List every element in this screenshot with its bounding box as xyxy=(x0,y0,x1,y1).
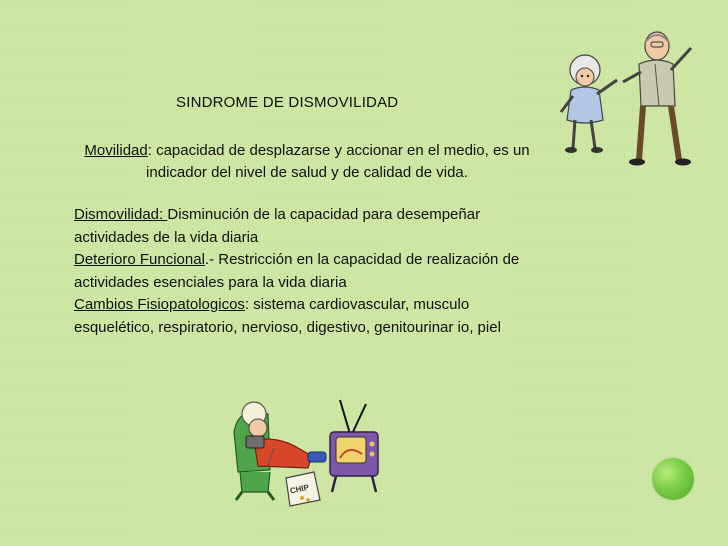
definition-text: : sistema cardiovascular, musculo esquelético, respiratorio, nervioso, digestivo, genitourinar io, piel xyxy=(74,296,501,336)
television xyxy=(330,400,378,492)
elderly-man-figure xyxy=(623,32,691,166)
intro-text: : capacidad de desplazarse y accionar en el medio, es un indicador del nivel de salud y de calidad de vida. xyxy=(146,142,530,181)
definition-cambios-fisiopatologicos xyxy=(74,294,546,339)
term-deterioro-funcional: Deterioro Funcional xyxy=(74,251,205,268)
slide-title: SINDROME DE DISMOVILIDAD xyxy=(176,94,399,111)
definition-dismovilidad xyxy=(74,204,546,249)
elderly-couple-illustration xyxy=(555,20,705,172)
intro-paragraph xyxy=(72,140,542,184)
term-movilidad: Movilidad xyxy=(84,142,148,159)
definition-text: .- Restricción en la capacidad de realización de actividades esenciales para la vida diaria xyxy=(74,251,520,291)
chips-bag xyxy=(286,472,320,506)
definition-text: Disminución de la capacidad para desempeñar actividades de la vida diaria xyxy=(74,206,481,246)
decorative-green-orb xyxy=(652,458,694,500)
definition-deterioro-funcional xyxy=(74,249,546,294)
definitions-block xyxy=(74,204,546,339)
elderly-woman-figure xyxy=(561,55,617,153)
tv-watcher-illustration xyxy=(228,392,388,512)
chips-label: CHIP xyxy=(289,482,310,496)
term-cambios-fisiopatologicos: Cambios Fisiopatologicos xyxy=(74,296,245,313)
term-dismovilidad: Dismovilidad: xyxy=(74,206,168,223)
